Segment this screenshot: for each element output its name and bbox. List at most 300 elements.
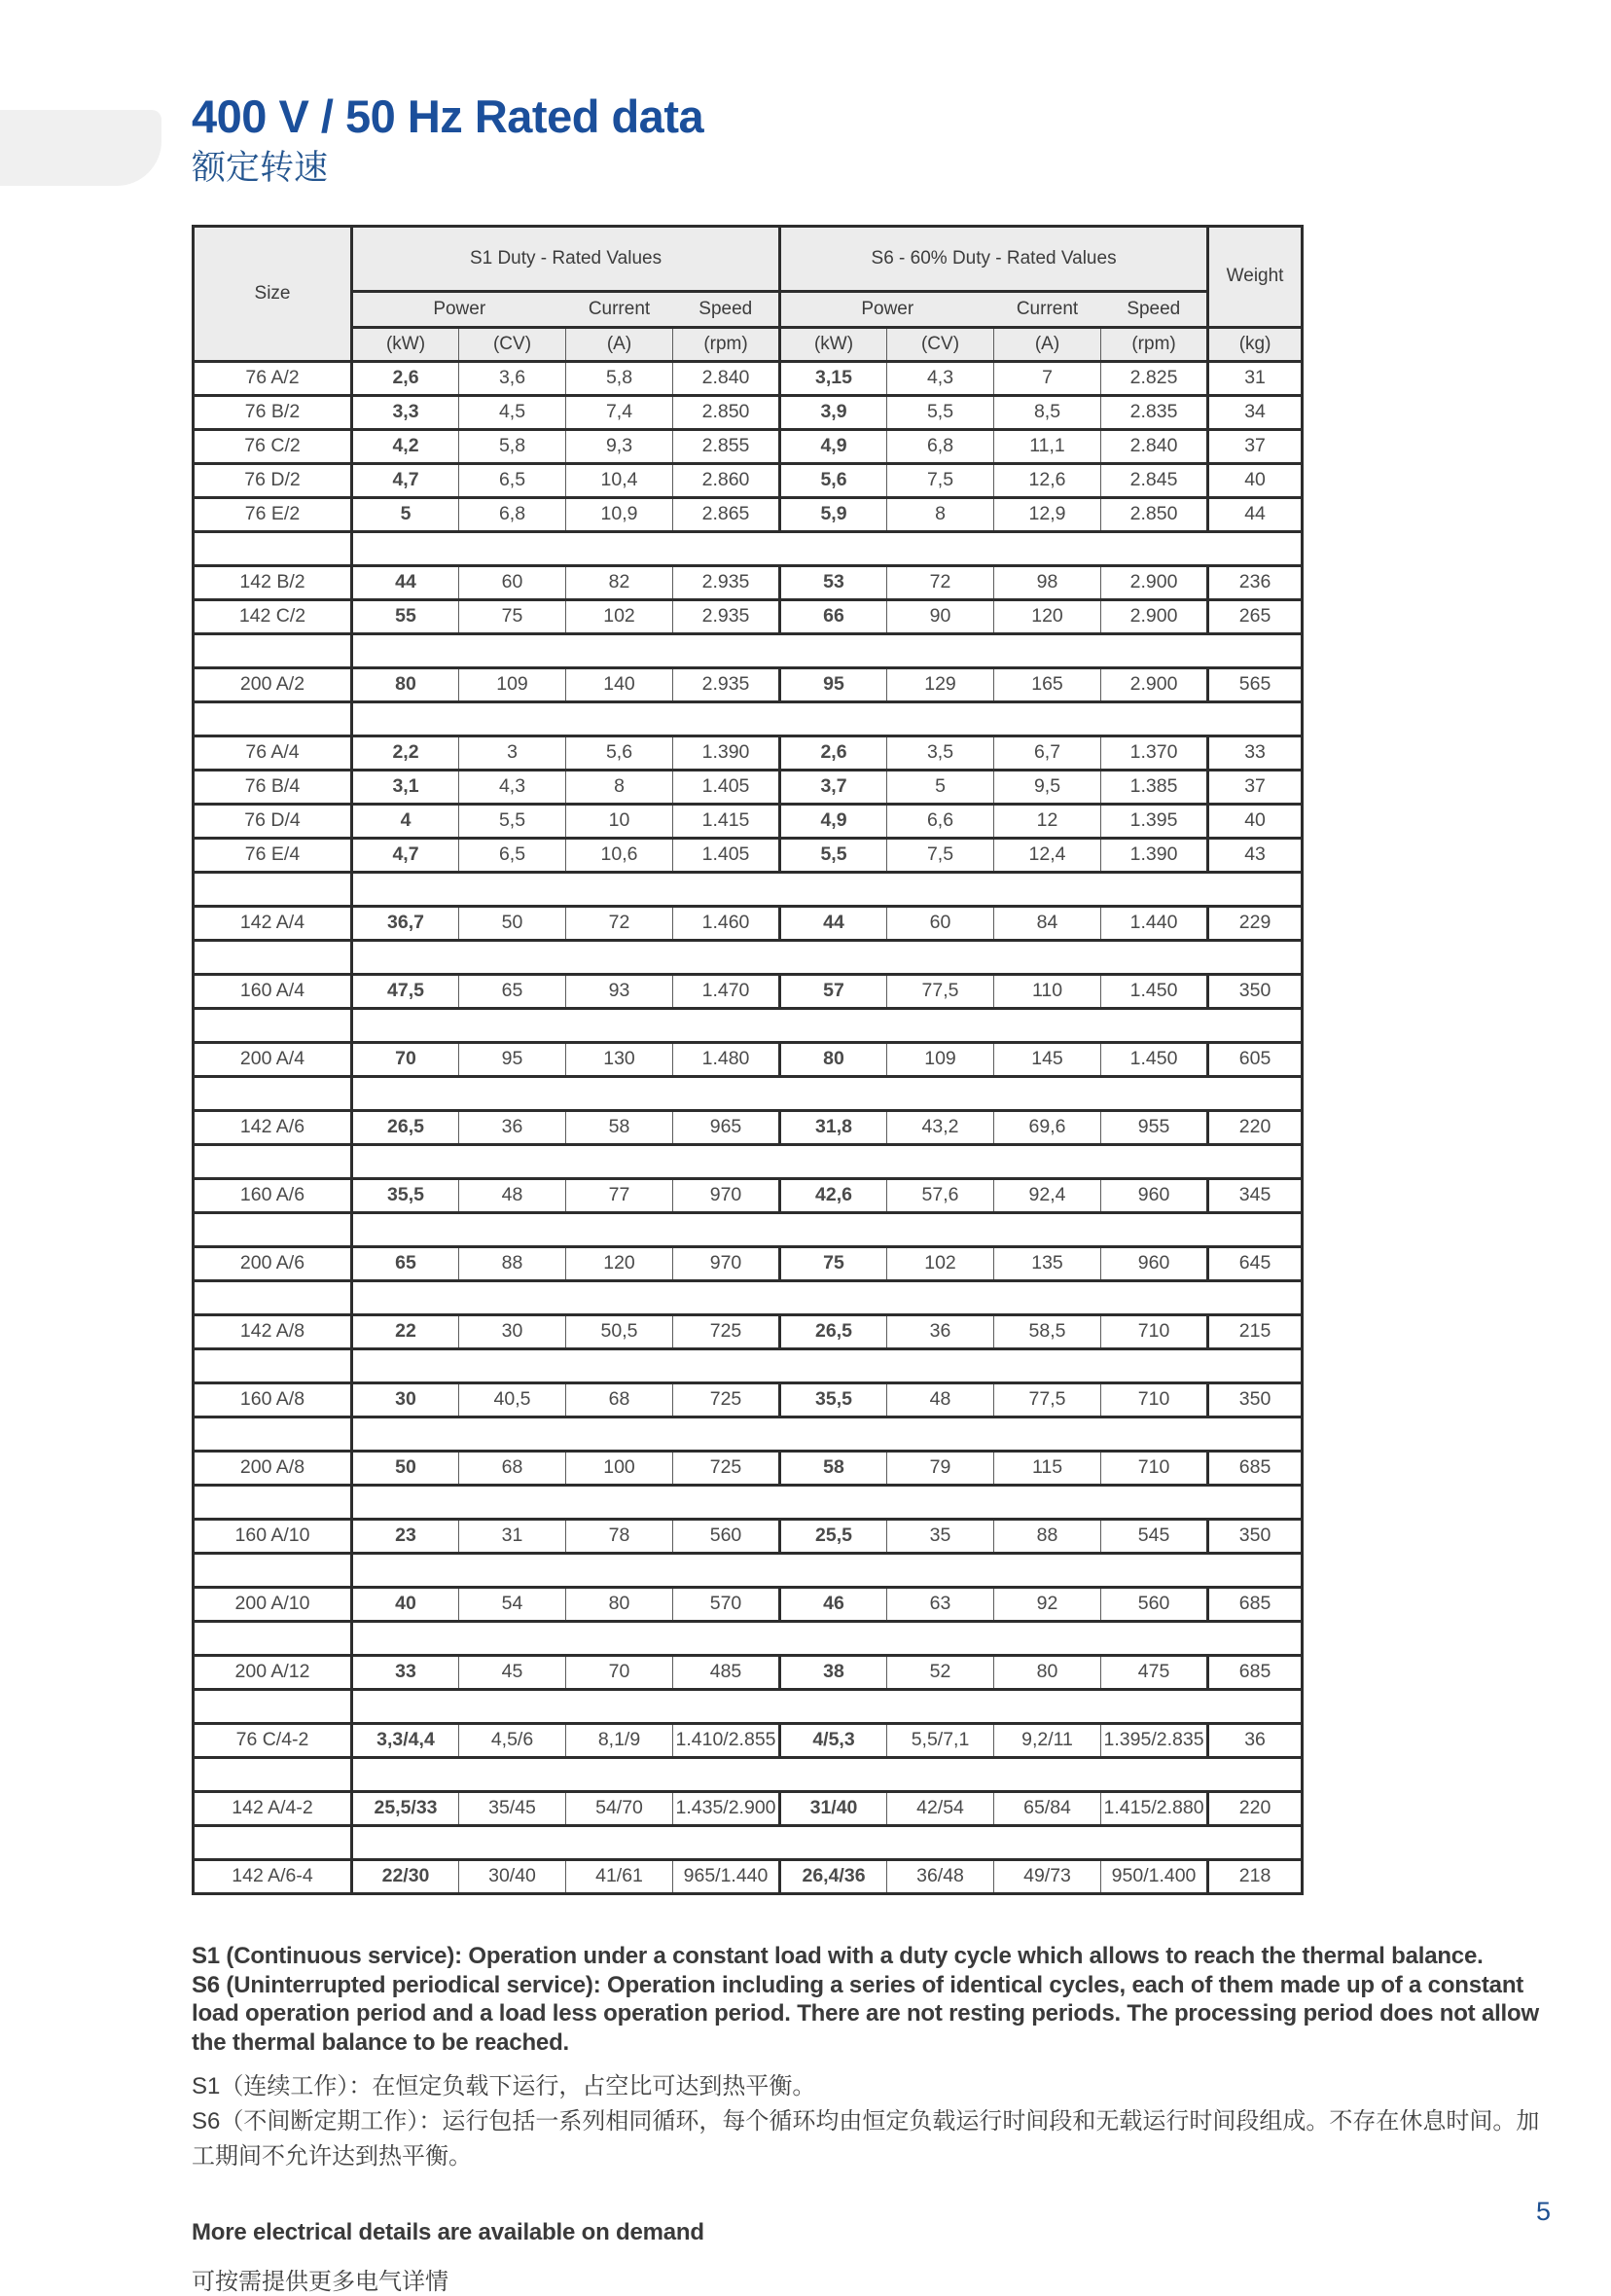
spacer-size-cell	[194, 633, 352, 667]
value-cell: 31/40	[780, 1791, 887, 1825]
table-row	[194, 1110, 1303, 1144]
table-row	[194, 667, 1303, 701]
value-cell: 46	[780, 1587, 887, 1621]
value-cell: 58	[566, 1110, 673, 1144]
value-cell: 92	[994, 1587, 1101, 1621]
value-cell: 102	[887, 1246, 994, 1280]
value-cell: 145	[994, 1042, 1101, 1076]
table-row	[194, 1655, 1303, 1689]
value-cell: 88	[459, 1246, 566, 1280]
spacer-size-cell	[194, 872, 352, 906]
value-cell: 1.415	[673, 804, 780, 838]
value-cell: 560	[673, 1519, 780, 1553]
size-cell: 76 B/4	[194, 770, 352, 804]
value-cell: 5	[887, 770, 994, 804]
value-cell: 25,5	[780, 1519, 887, 1553]
table-row	[194, 599, 1303, 633]
value-cell: 12	[994, 804, 1101, 838]
value-cell: 545	[1101, 1519, 1208, 1553]
value-cell: 58,5	[994, 1314, 1101, 1348]
value-cell: 129	[887, 667, 994, 701]
value-cell: 645	[1208, 1246, 1303, 1280]
size-cell: 142 A/8	[194, 1314, 352, 1348]
spacer-row	[194, 1825, 1303, 1859]
value-cell: 30	[459, 1314, 566, 1348]
value-cell: 710	[1101, 1314, 1208, 1348]
value-cell: 95	[780, 667, 887, 701]
value-cell: 4/5,3	[780, 1723, 887, 1757]
s6-note-zh: S6（不间断定期工作）：运行包括一系列相同循环，每个循环均由恒定负载运行时间段和无载运行时间段组成。不存在休息时间。加工期间不允许达到热平衡。	[192, 2107, 1540, 2170]
value-cell: 265	[1208, 599, 1303, 633]
value-cell: 36	[459, 1110, 566, 1144]
value-cell: 218	[1208, 1859, 1303, 1893]
value-cell: 1.480	[673, 1042, 780, 1076]
table-row	[194, 770, 1303, 804]
value-cell: 560	[1101, 1587, 1208, 1621]
kg-unit: (kg)	[1208, 327, 1303, 361]
value-cell: 7,5	[887, 838, 994, 872]
value-cell: 40	[352, 1587, 459, 1621]
size-cell: 76 A/2	[194, 361, 352, 395]
value-cell: 1.470	[673, 974, 780, 1008]
value-cell: 6,6	[887, 804, 994, 838]
size-cell: 76 D/4	[194, 804, 352, 838]
size-cell: 142 A/6-4	[194, 1859, 352, 1893]
value-cell: 10	[566, 804, 673, 838]
value-cell: 5,6	[780, 463, 887, 497]
spacer-cell	[352, 1280, 1303, 1314]
table-row	[194, 1451, 1303, 1485]
value-cell: 25,5/33	[352, 1791, 459, 1825]
value-cell: 57,6	[887, 1178, 994, 1212]
value-cell: 570	[673, 1587, 780, 1621]
value-cell: 1.435/2.900	[673, 1791, 780, 1825]
value-cell: 485	[673, 1655, 780, 1689]
value-cell: 48	[459, 1178, 566, 1212]
value-cell: 685	[1208, 1655, 1303, 1689]
value-cell: 41/61	[566, 1859, 673, 1893]
table-body	[194, 361, 1303, 1893]
value-cell: 3,9	[780, 395, 887, 429]
value-cell: 36/48	[887, 1859, 994, 1893]
size-cell: 200 A/10	[194, 1587, 352, 1621]
size-cell: 200 A/12	[194, 1655, 352, 1689]
value-cell: 2.865	[673, 497, 780, 531]
spacer-cell	[352, 633, 1303, 667]
value-cell: 33	[1208, 735, 1303, 770]
value-cell: 725	[673, 1314, 780, 1348]
value-cell: 685	[1208, 1587, 1303, 1621]
value-cell: 22/30	[352, 1859, 459, 1893]
value-cell: 43,2	[887, 1110, 994, 1144]
value-cell: 50,5	[566, 1314, 673, 1348]
value-cell: 80	[352, 667, 459, 701]
spacer-row	[194, 1621, 1303, 1655]
value-cell: 54	[459, 1587, 566, 1621]
spacer-cell	[352, 701, 1303, 735]
size-cell: 200 A/2	[194, 667, 352, 701]
s1-current-header: Current	[566, 291, 673, 327]
value-cell: 2.900	[1101, 667, 1208, 701]
spacer-size-cell	[194, 1008, 352, 1042]
value-cell: 12,4	[994, 838, 1101, 872]
value-cell: 5	[352, 497, 459, 531]
spacer-size-cell	[194, 1553, 352, 1587]
value-cell: 950/1.400	[1101, 1859, 1208, 1893]
value-cell: 72	[566, 906, 673, 940]
value-cell: 5,8	[459, 429, 566, 463]
value-cell: 33	[352, 1655, 459, 1689]
spacer-row	[194, 1757, 1303, 1791]
value-cell: 53	[780, 565, 887, 599]
value-cell: 2.900	[1101, 565, 1208, 599]
size-cell: 160 A/6	[194, 1178, 352, 1212]
value-cell: 2.850	[1101, 497, 1208, 531]
value-cell: 36,7	[352, 906, 459, 940]
header-quantity-row	[194, 291, 1303, 327]
size-cell: 142 C/2	[194, 599, 352, 633]
value-cell: 6,8	[459, 497, 566, 531]
value-cell: 47,5	[352, 974, 459, 1008]
value-cell: 4,5	[459, 395, 566, 429]
table-row	[194, 497, 1303, 531]
value-cell: 26,5	[780, 1314, 887, 1348]
value-cell: 68	[459, 1451, 566, 1485]
weight-column-header: Weight	[1208, 226, 1303, 327]
value-cell: 5,5	[887, 395, 994, 429]
value-cell: 65	[352, 1246, 459, 1280]
duty-notes-en	[192, 1942, 1554, 2058]
table-row	[194, 1519, 1303, 1553]
value-cell: 725	[673, 1451, 780, 1485]
value-cell: 75	[459, 599, 566, 633]
spacer-row	[194, 1417, 1303, 1451]
value-cell: 49/73	[994, 1859, 1101, 1893]
value-cell: 66	[780, 599, 887, 633]
value-cell: 710	[1101, 1382, 1208, 1417]
value-cell: 1.450	[1101, 974, 1208, 1008]
value-cell: 36	[1208, 1723, 1303, 1757]
value-cell: 3,15	[780, 361, 887, 395]
size-cell: 200 A/4	[194, 1042, 352, 1076]
value-cell: 9,2/11	[994, 1723, 1101, 1757]
spacer-size-cell	[194, 1212, 352, 1246]
value-cell: 135	[994, 1246, 1101, 1280]
spacer-row	[194, 1144, 1303, 1178]
spacer-row	[194, 1485, 1303, 1519]
value-cell: 685	[1208, 1451, 1303, 1485]
value-cell: 44	[780, 906, 887, 940]
value-cell: 65/84	[994, 1791, 1101, 1825]
value-cell: 345	[1208, 1178, 1303, 1212]
value-cell: 22	[352, 1314, 459, 1348]
value-cell: 88	[994, 1519, 1101, 1553]
header-group-row	[194, 226, 1303, 291]
s1-rpm-unit: (rpm)	[673, 327, 780, 361]
spacer-row	[194, 940, 1303, 974]
table-row	[194, 838, 1303, 872]
value-cell: 9,3	[566, 429, 673, 463]
spacer-size-cell	[194, 1825, 352, 1859]
value-cell: 8,1/9	[566, 1723, 673, 1757]
spacer-cell	[352, 872, 1303, 906]
value-cell: 165	[994, 667, 1101, 701]
value-cell: 8	[887, 497, 994, 531]
spacer-row	[194, 872, 1303, 906]
value-cell: 350	[1208, 1519, 1303, 1553]
value-cell: 35/45	[459, 1791, 566, 1825]
spacer-row	[194, 1280, 1303, 1314]
spacer-cell	[352, 1485, 1303, 1519]
value-cell: 82	[566, 565, 673, 599]
value-cell: 140	[566, 667, 673, 701]
value-cell: 2,2	[352, 735, 459, 770]
value-cell: 965/1.440	[673, 1859, 780, 1893]
value-cell: 69,6	[994, 1110, 1101, 1144]
value-cell: 2.935	[673, 667, 780, 701]
value-cell: 3,6	[459, 361, 566, 395]
value-cell: 1.405	[673, 770, 780, 804]
s6-group-header: S6 - 60% Duty - Rated Values	[780, 226, 1208, 291]
value-cell: 77,5	[887, 974, 994, 1008]
value-cell: 955	[1101, 1110, 1208, 1144]
value-cell: 1.440	[1101, 906, 1208, 940]
value-cell: 236	[1208, 565, 1303, 599]
spacer-cell	[352, 1689, 1303, 1723]
page-subtitle-zh: 额定转速	[192, 149, 329, 188]
s6-a-unit: (A)	[994, 327, 1101, 361]
value-cell: 4,2	[352, 429, 459, 463]
spacer-row	[194, 633, 1303, 667]
value-cell: 2.845	[1101, 463, 1208, 497]
value-cell: 970	[673, 1246, 780, 1280]
more-details-zh: 可按需提供更多电气详情	[192, 2268, 448, 2295]
spacer-row	[194, 1348, 1303, 1382]
spacer-size-cell	[194, 1485, 352, 1519]
value-cell: 50	[352, 1451, 459, 1485]
value-cell: 12,9	[994, 497, 1101, 531]
value-cell: 1.385	[1101, 770, 1208, 804]
value-cell: 70	[352, 1042, 459, 1076]
value-cell: 44	[1208, 497, 1303, 531]
value-cell: 52	[887, 1655, 994, 1689]
value-cell: 44	[352, 565, 459, 599]
header-units-row	[194, 327, 1303, 361]
size-cell: 142 A/4-2	[194, 1791, 352, 1825]
value-cell: 115	[994, 1451, 1101, 1485]
spacer-size-cell	[194, 1689, 352, 1723]
value-cell: 37	[1208, 770, 1303, 804]
size-cell: 200 A/6	[194, 1246, 352, 1280]
value-cell: 5,5/7,1	[887, 1723, 994, 1757]
value-cell: 42/54	[887, 1791, 994, 1825]
value-cell: 220	[1208, 1110, 1303, 1144]
spacer-size-cell	[194, 940, 352, 974]
table-row	[194, 1178, 1303, 1212]
rated-data-table	[192, 225, 1304, 1895]
value-cell: 54/70	[566, 1791, 673, 1825]
value-cell: 37	[1208, 429, 1303, 463]
value-cell: 120	[994, 599, 1101, 633]
value-cell: 4,7	[352, 463, 459, 497]
spacer-cell	[352, 1212, 1303, 1246]
spacer-size-cell	[194, 1076, 352, 1110]
value-cell: 110	[994, 974, 1101, 1008]
value-cell: 80	[566, 1587, 673, 1621]
spacer-cell	[352, 1008, 1303, 1042]
value-cell: 4,7	[352, 838, 459, 872]
size-cell: 76 A/4	[194, 735, 352, 770]
value-cell: 57	[780, 974, 887, 1008]
value-cell: 215	[1208, 1314, 1303, 1348]
table-row	[194, 906, 1303, 940]
value-cell: 34	[1208, 395, 1303, 429]
value-cell: 26,4/36	[780, 1859, 887, 1893]
value-cell: 130	[566, 1042, 673, 1076]
value-cell: 1.370	[1101, 735, 1208, 770]
size-cell: 76 B/2	[194, 395, 352, 429]
s1-kw-unit: (kW)	[352, 327, 459, 361]
size-cell: 160 A/10	[194, 1519, 352, 1553]
value-cell: 92,4	[994, 1178, 1101, 1212]
value-cell: 80	[780, 1042, 887, 1076]
spacer-size-cell	[194, 531, 352, 565]
table-row	[194, 1314, 1303, 1348]
value-cell: 350	[1208, 974, 1303, 1008]
size-cell: 142 A/6	[194, 1110, 352, 1144]
value-cell: 7,4	[566, 395, 673, 429]
value-cell: 98	[994, 565, 1101, 599]
spacer-row	[194, 1212, 1303, 1246]
value-cell: 5,9	[780, 497, 887, 531]
value-cell: 1.460	[673, 906, 780, 940]
value-cell: 48	[887, 1382, 994, 1417]
size-cell: 160 A/8	[194, 1382, 352, 1417]
spacer-size-cell	[194, 1621, 352, 1655]
value-cell: 109	[887, 1042, 994, 1076]
value-cell: 6,5	[459, 838, 566, 872]
table-row	[194, 1587, 1303, 1621]
value-cell: 79	[887, 1451, 994, 1485]
value-cell: 60	[887, 906, 994, 940]
value-cell: 220	[1208, 1791, 1303, 1825]
size-cell: 76 C/4-2	[194, 1723, 352, 1757]
value-cell: 2,6	[780, 735, 887, 770]
value-cell: 2.935	[673, 565, 780, 599]
value-cell: 77	[566, 1178, 673, 1212]
table-row	[194, 735, 1303, 770]
table-row	[194, 1791, 1303, 1825]
s6-power-header: Power	[780, 291, 994, 327]
value-cell: 5,5	[459, 804, 566, 838]
value-cell: 102	[566, 599, 673, 633]
value-cell: 4,9	[780, 429, 887, 463]
value-cell: 2.850	[673, 395, 780, 429]
value-cell: 35,5	[780, 1382, 887, 1417]
value-cell: 31	[459, 1519, 566, 1553]
s1-cv-unit: (CV)	[459, 327, 566, 361]
value-cell: 3,3/4,4	[352, 1723, 459, 1757]
value-cell: 5,6	[566, 735, 673, 770]
value-cell: 40	[1208, 463, 1303, 497]
spacer-size-cell	[194, 1144, 352, 1178]
s1-note-zh: S1（连续工作）：在恒定负载下运行，占空比可达到热平衡。	[192, 2072, 816, 2099]
value-cell: 12,6	[994, 463, 1101, 497]
table-row	[194, 395, 1303, 429]
value-cell: 2.835	[1101, 395, 1208, 429]
value-cell: 77,5	[994, 1382, 1101, 1417]
value-cell: 120	[566, 1246, 673, 1280]
table-row	[194, 1382, 1303, 1417]
value-cell: 93	[566, 974, 673, 1008]
value-cell: 565	[1208, 667, 1303, 701]
value-cell: 45	[459, 1655, 566, 1689]
value-cell: 36	[887, 1314, 994, 1348]
spacer-cell	[352, 1417, 1303, 1451]
value-cell: 7,5	[887, 463, 994, 497]
value-cell: 2.825	[1101, 361, 1208, 395]
value-cell: 1.415/2.880	[1101, 1791, 1208, 1825]
value-cell: 2.860	[673, 463, 780, 497]
value-cell: 965	[673, 1110, 780, 1144]
value-cell: 6,7	[994, 735, 1101, 770]
size-cell: 76 C/2	[194, 429, 352, 463]
value-cell: 1.410/2.855	[673, 1723, 780, 1757]
value-cell: 38	[780, 1655, 887, 1689]
value-cell: 26,5	[352, 1110, 459, 1144]
value-cell: 475	[1101, 1655, 1208, 1689]
value-cell: 9,5	[994, 770, 1101, 804]
value-cell: 1.390	[1101, 838, 1208, 872]
s1-group-header: S1 Duty - Rated Values	[352, 226, 780, 291]
size-cell: 160 A/4	[194, 974, 352, 1008]
value-cell: 605	[1208, 1042, 1303, 1076]
value-cell: 2.855	[673, 429, 780, 463]
value-cell: 78	[566, 1519, 673, 1553]
value-cell: 72	[887, 565, 994, 599]
table-row	[194, 429, 1303, 463]
size-cell: 142 B/2	[194, 565, 352, 599]
table-row	[194, 1723, 1303, 1757]
value-cell: 2.840	[1101, 429, 1208, 463]
value-cell: 229	[1208, 906, 1303, 940]
value-cell: 95	[459, 1042, 566, 1076]
value-cell: 31	[1208, 361, 1303, 395]
size-column-header: Size	[194, 226, 352, 361]
table-row	[194, 1859, 1303, 1893]
spacer-cell	[352, 1621, 1303, 1655]
value-cell: 100	[566, 1451, 673, 1485]
value-cell: 4,3	[887, 361, 994, 395]
spacer-row	[194, 1689, 1303, 1723]
value-cell: 3,3	[352, 395, 459, 429]
table-row	[194, 804, 1303, 838]
s6-cv-unit: (CV)	[887, 327, 994, 361]
value-cell: 58	[780, 1451, 887, 1485]
spacer-cell	[352, 1553, 1303, 1587]
table-row	[194, 1042, 1303, 1076]
table-row	[194, 1246, 1303, 1280]
value-cell: 3,5	[887, 735, 994, 770]
value-cell: 40	[1208, 804, 1303, 838]
s6-current-header: Current	[994, 291, 1101, 327]
value-cell: 90	[887, 599, 994, 633]
spacer-size-cell	[194, 1348, 352, 1382]
value-cell: 40,5	[459, 1382, 566, 1417]
value-cell: 8	[566, 770, 673, 804]
value-cell: 10,9	[566, 497, 673, 531]
size-cell: 76 E/2	[194, 497, 352, 531]
